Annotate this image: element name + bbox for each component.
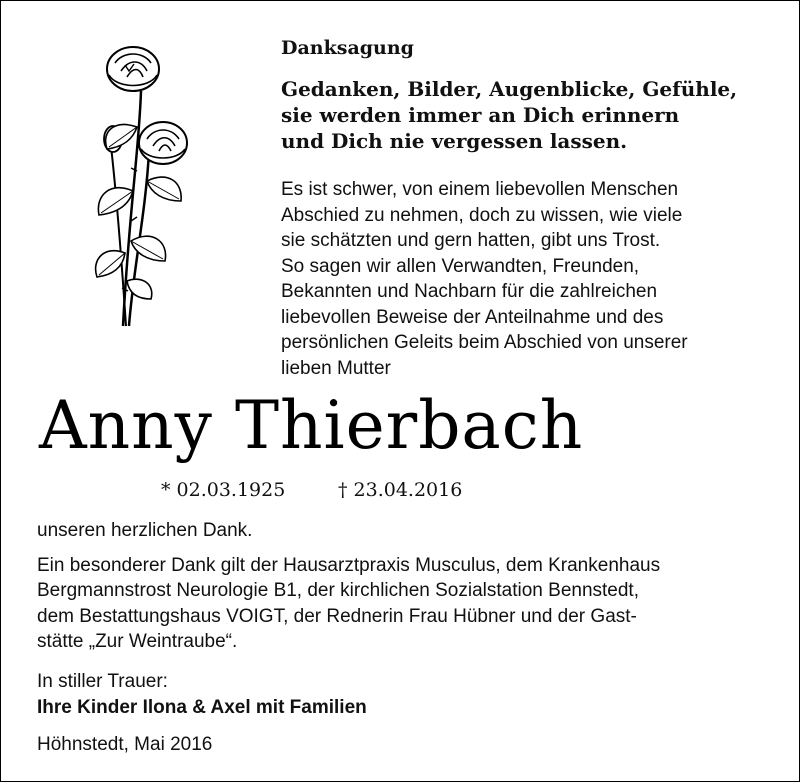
poem-line: Gedanken, Bilder, Augenblicke, Gefühle, [281, 77, 738, 101]
mourning-block [37, 669, 367, 720]
intro-line: lieben Mutter [281, 357, 391, 379]
death-date: † 23.04.2016 [338, 479, 463, 501]
poem-line: und Dich nie vergessen lassen. [281, 129, 628, 153]
special-thanks-line: stätte „Zur Weintraube“. [37, 631, 238, 652]
intro-line: Es ist schwer, von einem liebevollen Menschen [281, 179, 679, 200]
intro-line: persönlichen Geleits beim Abschied von unserer [281, 332, 688, 353]
special-thanks-line: Ein besonderer Dank gilt der Hausarztpraxis Musculus, dem Krankenhaus [37, 554, 661, 576]
intro-line: liebevollen Beweise der Anteilnahme und des [281, 306, 664, 328]
intro-line: sie schätzten und gern hatten, gibt uns Trost. [281, 230, 661, 251]
poem-line: sie werden immer an Dich erinnern [281, 103, 680, 127]
intro-line: Abschied zu nehmen, doch zu wissen, wie viele [281, 204, 683, 226]
rose-illustration-icon [71, 31, 211, 331]
thanks-line: unseren herzlichen Dank. [37, 520, 253, 541]
thanks-text [37, 518, 660, 655]
special-thanks-line: dem Bestattungshaus VOIGT, der Rednerin Frau Hübner und der Gast- [37, 605, 637, 627]
intro-line: So sagen wir allen Verwandten, Freunden, [281, 255, 640, 277]
deceased-name: Anny Thierbach [39, 387, 584, 464]
heading: Danksagung [281, 37, 414, 59]
intro-text [281, 177, 688, 381]
place-date: Höhnstedt, Mai 2016 [37, 734, 213, 755]
mourning-label: In stiller Trauer: [37, 671, 168, 692]
poem [281, 76, 737, 154]
mourners: Ihre Kinder Ilona & Axel mit Familien [37, 696, 367, 718]
birth-date: * 02.03.1925 [161, 479, 286, 501]
intro-line: Bekannten und Nachbarn für die zahlreichen [281, 281, 658, 302]
special-thanks-line: Bergmannstrost Neurologie B1, der kirchlichen Sozialstation Bennstedt, [37, 580, 639, 601]
